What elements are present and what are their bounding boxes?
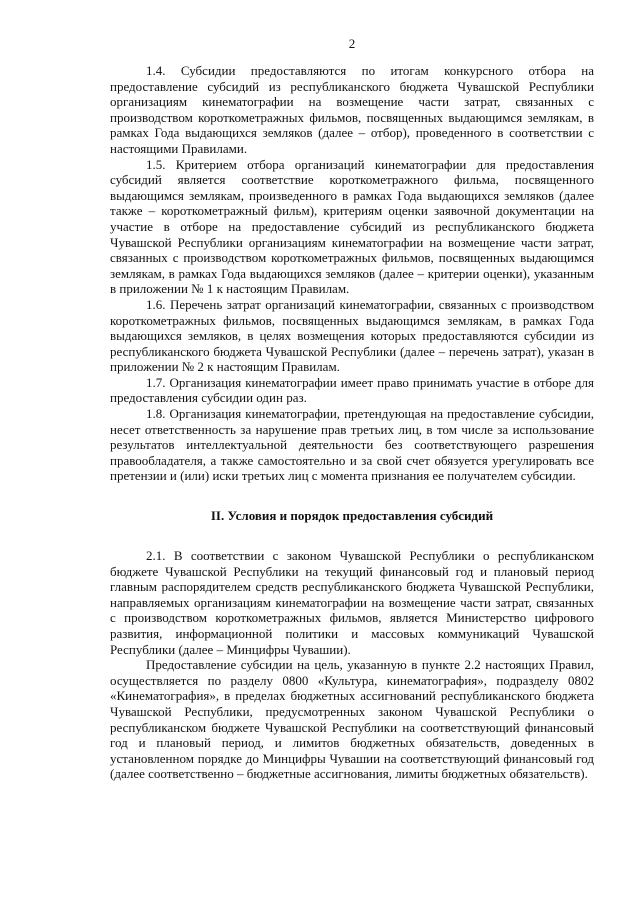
paragraph-2-1-cont: Предоставление субсидии на цель, указанную в пункте 2.2 настоящих Правил, осуществляется по разделу 0800 «Культура, кинематография», подразделу 0802 «Кинематография», в пределах бюджетных ассигнований республиканского бюджета Чувашской Республики, предусмотренных законом Чувашской Республики о республиканском бюджете Чувашской Республики на соответствующий финансовый год и плановый период, и лимитов бюджетных обязательств, доведенных в установленном порядке до Минцифры Чувашии на соответствующий финансовый год (далее соответственно – бюджетные ассигнования, лимиты бюджетных обязательств). xyxy=(110,657,594,782)
section-2-body xyxy=(110,548,594,782)
paragraph-1-6: 1.6. Перечень затрат организаций кинематографии, связанных с производством короткометражных фильмов, посвященных выдающимся землякам, в рамках Года выдающихся земляков, в целях возмещения которых предоставляются субсидии из республиканского бюджета Чувашской Республики (далее – перечень затрат), указан в приложении № 2 к настоящим Правилам. xyxy=(110,296,594,375)
paragraph-1-5: 1.5. Критерием отбора организаций кинематографии для предоставления субсидий является соответствие короткометражного фильма, посвященного выдающимся землякам, произведенного в рамках Года выдающихся земляков (далее также – короткометражный фильм), критериям оценки заявочной документации на участие в отборе на предоставление субсидий из республиканского бюджета Чувашской Республики организациям кинематографии на возмещение части затрат, связанных с производством короткометражных фильмов, посвященных выдающимся землякам, в рамках Года выдающихся земляков (далее – критерии оценки), указанным в приложении № 1 к настоящим Правилам. xyxy=(110,156,594,297)
paragraph-1-4: 1.4. Субсидии предоставляются по итогам конкурсного отбора на предоставление субсидий из республиканского бюджета Чувашской Республики организациям кинематографии на возмещение части затрат, связанных с производством короткометражных фильмов, посвященных выдающимся землякам, в рамках Года выдающихся земляков (далее – отбор), проведенного в соответствии с настоящими Правилами. xyxy=(110,63,594,156)
section-1-body xyxy=(110,63,594,484)
paragraph-1-8: 1.8. Организация кинематографии, претендующая на предоставление субсидии, несет ответственность за нарушение прав третьих лиц, в том числе за использование результатов интеллектуальной деятельности без соответствующего разрешения правообладателя, а также самостоятельно и за свой счет обязуется урегулировать все претензии и (или) иски третьих лиц с момента признания ее получателем субсидии. xyxy=(110,406,594,484)
paragraph-1-7: 1.7. Организация кинематографии имеет право принимать участие в отборе для предоставления субсидии один раз. xyxy=(110,374,594,406)
section-2-heading: II. Условия и порядок предоставления субсидий xyxy=(210,508,494,524)
paragraph-2-1: 2.1. В соответствии с законом Чувашской Республики о республиканском бюджете Чувашской Республики на текущий финансовый год и плановый период главным распорядителем средств республиканского бюджета Чувашской Республики, направляемых организациям кинематографии на возмещение части затрат, связанных с производством короткометражных фильмов, является Министерство цифрового развития, информационной политики и массовых коммуникаций Чувашской Республики (далее – Минцифры Чувашии). xyxy=(110,548,594,657)
page-number: 2 xyxy=(348,36,356,51)
